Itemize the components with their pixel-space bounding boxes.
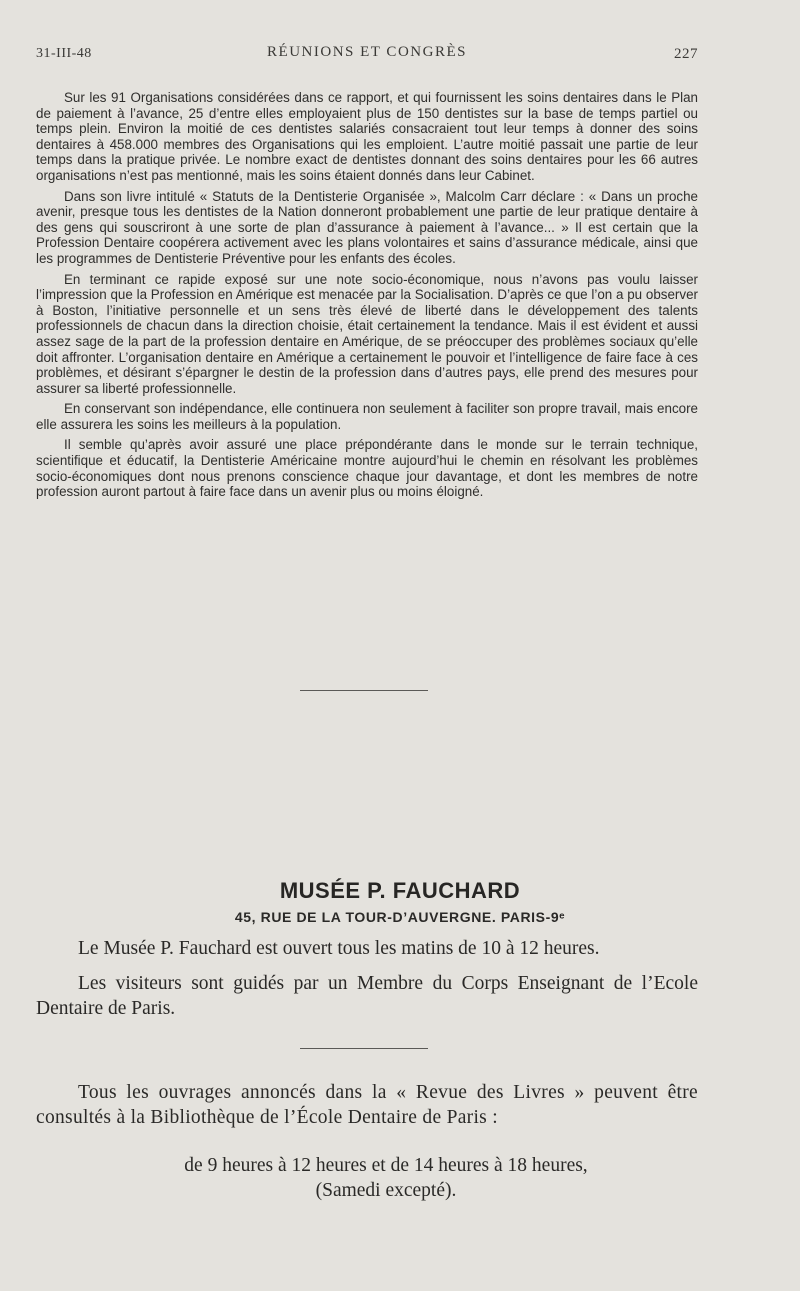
musee-paragraph: Le Musée P. Fauchard est ouvert tous les matins de 10 à 12 heures. — [78, 938, 600, 959]
article-body — [36, 90, 698, 505]
musee-address: 45, RUE DE LA TOUR-D’AUVERGNE. PARIS-9ᵉ — [234, 909, 566, 925]
musee-notice — [36, 936, 698, 1031]
page-number: 227 — [674, 46, 698, 62]
running-header — [36, 44, 698, 68]
section-divider — [300, 690, 428, 691]
library-paragraph: Tous les ouvrages annoncés dans la « Revue des Livres » peuvent être consultés à la Bibliothèque de l’École Dentaire de Paris : — [36, 1082, 698, 1128]
header-title: RÉUNIONS ET CONGRÈS — [267, 44, 467, 60]
body-paragraph: Il semble qu’après avoir assuré une place prépondérante dans le monde sur le terrain technique, scientifique et éducatif, la Dentisterie Américaine montre aujourd’hui le chemin en résolvant les problèmes socio-économiques dont nous prenons conscience chaque jour davantage, et dont les membres de notre profession auront partout à faire face dans un avenir plus ou moins éloigné. — [36, 437, 698, 500]
body-paragraph: Dans son livre intitulé « Statuts de la Dentisterie Organisée », Malcolm Carr déclare : « Dans un proche avenir, presque tous les dentistes de la Nation donneront probablement une partie de leur pratique dentaire à des gens qui souscriront à une sorte de plan d’assurance à paiement à l’avance... » Il est certain que la Profession Dentaire coopérera activement avec les plans volontaires et sains d’assurance médicale, ainsi que les programmes de Dentisterie Préventive pour les enfants des écoles. — [36, 188, 698, 266]
library-notice — [36, 1080, 698, 1130]
section-divider — [300, 1048, 428, 1049]
body-paragraph: En terminant ce rapide exposé sur une note socio-économique, nous n’avons pas voulu laisser l’impression que la Profession en Amérique est menacée par la Socialisation. D’après ce que l’on a pu observer à Boston, l’initiative personnelle et un sens très élevé de liberté dans le développement des talents professionnels de chacun dans la direction choisie, était certainement la tendance. Mais il est évident et aussi assez sage de la part de la profession dentaire en Amérique, de se préoccuper des problèmes sociaux qu’elle doit affronter. L’organisation dentaire en Amérique a certainement le pouvoir et l’intelligence de faire face à ces problèmes, et désirant s’épargner le destin de la profession dans d’autres pays, elle prend des mesures pour assurer sa liberté professionnelle. — [36, 271, 698, 396]
musee-paragraph: Les visiteurs sont guidés par un Membre du Corps Enseignant de l’Ecole Dentaire de Paris. — [36, 973, 698, 1019]
body-paragraph: Sur les 91 Organisations considérées dans ce rapport, et qui fournissent les soins dentaires dans le Plan de paiement à l’avance, 25 d’entre elles employaient plus de 150 dentistes sur la base de temps partiel ou temps plein. Environ la moitié de ces dentistes salariés consacraient tout leur temps à donner des soins dentaires à 458.000 membres des Organisations qui les emploient. L’autre moitié passait une partie de leur temps dans la pratique privée. Le nombre exact de dentistes donnant des soins dentaires pour les 66 autres organisations n’est pas mentionné, mais les soins étaient donnés dans leur Cabinet. — [36, 90, 698, 183]
hours-line: de 9 heures à 12 heures et de 14 heures à 18 heures, — [184, 1155, 588, 1176]
header-date: 31-III-48 — [36, 46, 92, 61]
hours-line: (Samedi excepté). — [315, 1180, 457, 1201]
library-hours — [36, 1153, 736, 1203]
musee-title: MUSÉE P. FAUCHARD — [279, 878, 521, 903]
body-paragraph: En conservant son indépendance, elle continuera non seulement à faciliter son propre travail, mais encore elle assurera les soins les meilleurs à la population. — [36, 401, 698, 432]
